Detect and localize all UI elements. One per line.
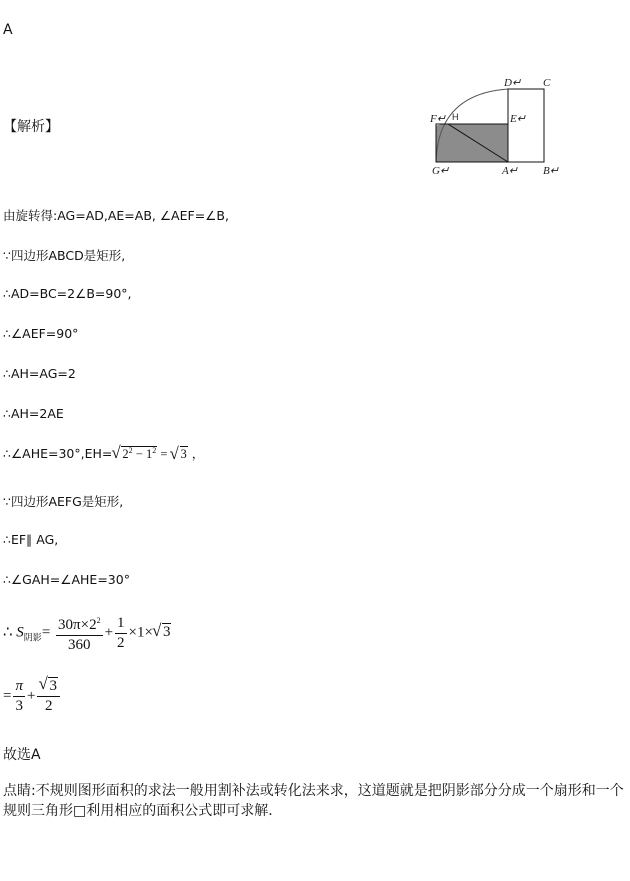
label-D: D↵ <box>504 77 522 89</box>
rectangle-ABCD <box>508 89 544 162</box>
label-E: E↵ <box>510 113 526 125</box>
solution-line-9: ∴EF∥ AG, <box>3 532 59 547</box>
comment-line-2: 规则三角形□利用相应的面积公式即可求解. <box>3 803 273 819</box>
section-title: 【解析】 <box>3 119 59 135</box>
label-B: B↵ <box>543 165 559 177</box>
fraction-half: $\frac{1}{2}$ <box>117 614 125 651</box>
sqrt-three: √ 3 <box>153 624 172 641</box>
solution-line-5: ∴AH=AG=2 <box>3 366 76 381</box>
line-7-suffix: ， <box>187 446 205 461</box>
label-G: G↵ <box>432 165 450 177</box>
solution-line-2: ∵四边形ABCD是矩形, <box>3 248 126 263</box>
fraction-sector: $\frac{30\pi\times 2^2}{360}$ <box>56 612 103 654</box>
solution-line-3: ∴AD=BC=2∠B=90°, <box>3 286 132 301</box>
solution-line-10: ∴∠GAH=∠AHE=30° <box>3 572 130 587</box>
solution-line-6: ∴AH=2AE <box>3 406 64 421</box>
answer-text: A <box>3 22 13 38</box>
sqrt-expression: √ $2^2 - 1^2$ = √ 3 <box>112 447 187 461</box>
label-H: H <box>452 112 459 122</box>
fraction-pi-third: $\frac{\pi}{3}$ <box>15 678 23 714</box>
label-C: C <box>543 77 551 89</box>
solution-line-7 <box>3 444 204 462</box>
label-F: F↵ <box>430 113 446 125</box>
area-formula-2: = $\frac{\pi}{3}$ + √ $\frac{3}{2}$ <box>3 678 62 715</box>
shaded-region <box>436 124 508 162</box>
area-subscript: 阴影 <box>23 632 42 643</box>
comment-line-1: 点睛:不规则图形面积的求法一般用割补法或转化法来求，这道题就是把阴影部分分成一个扇形和一个 <box>3 783 624 799</box>
conclusion: 故选A <box>3 747 41 763</box>
solution-line-8: ∵四边形AEFG是矩形, <box>3 494 124 509</box>
area-formula-1: ∴ $S_{阴影}=$ $\frac{30\pi\times 2^2}{360}$ + $\frac{1}{2}$ ×1×√ 3 <box>3 612 171 654</box>
solution-line-1: 由旋转得:AG=AD,AE=AB, ∠AEF=∠B, <box>3 208 229 223</box>
fraction-root3-half: √ $\frac{3}{2}$ <box>37 678 60 715</box>
geometry-figure <box>428 74 564 178</box>
label-A: A↵ <box>502 165 518 177</box>
solution-line-4: ∴∠AEF=90° <box>3 326 79 341</box>
line-7-prefix: ∴∠AHE=30°,EH= <box>3 446 113 461</box>
area-symbol: S <box>16 624 24 641</box>
